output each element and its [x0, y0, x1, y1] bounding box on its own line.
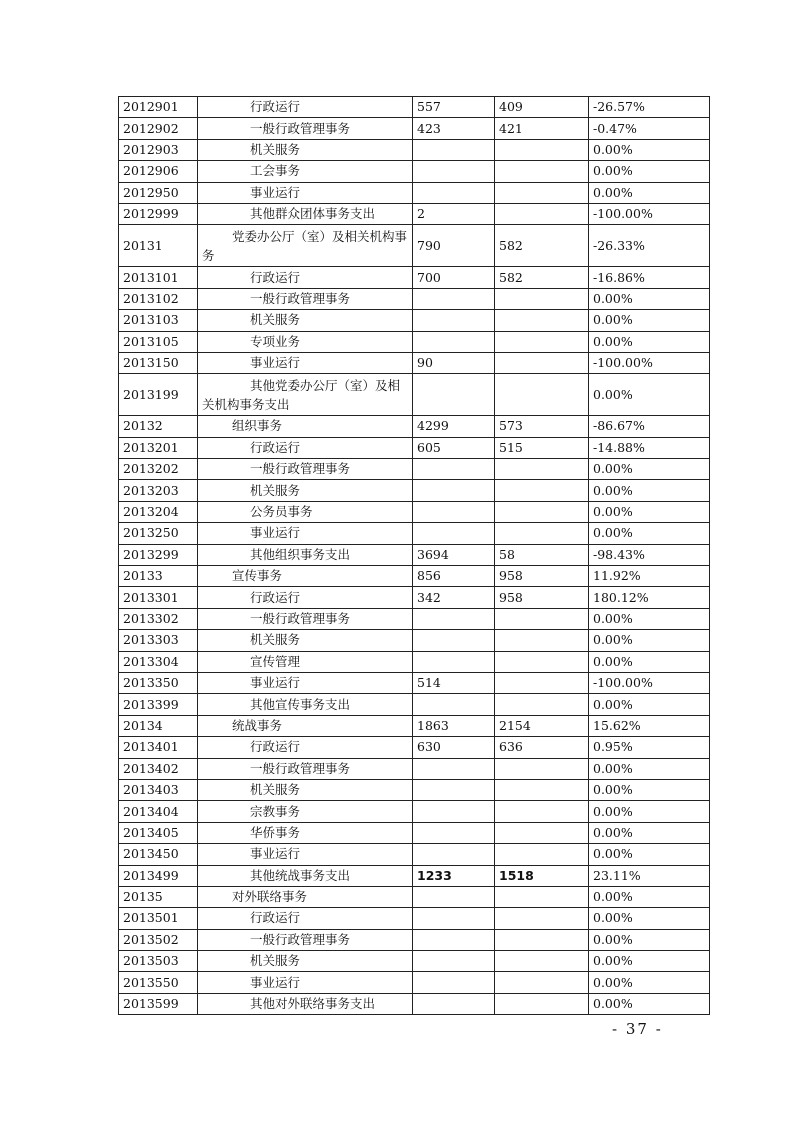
table-row [119, 97, 710, 118]
table-row [119, 651, 710, 672]
change-percent-cell: 0.00% [589, 908, 710, 929]
subject-name-text: 机关服务 [250, 141, 301, 157]
subject-name-cell [198, 737, 413, 758]
subject-name-text: 一般行政管理事务 [250, 931, 351, 947]
prior-year-amount-cell: 514 [413, 672, 495, 693]
subject-name-cell [198, 118, 413, 139]
change-percent-cell: -86.67% [589, 416, 710, 437]
current-year-amount-cell [495, 651, 589, 672]
current-year-amount-cell [495, 993, 589, 1014]
subject-name-text: 统战事务 [232, 717, 283, 733]
budget-table [118, 96, 710, 1015]
subject-name-text: 一般行政管理事务 [250, 290, 351, 306]
table-row [119, 352, 710, 373]
subject-name-cell [198, 651, 413, 672]
subject-name-text: 其他党委办公厅（室）及相关机构事务支出 [202, 377, 401, 412]
table-row [119, 139, 710, 160]
subject-name-text: 一般行政管理事务 [250, 461, 351, 477]
change-percent-cell: 0.00% [589, 844, 710, 865]
table-row [119, 225, 710, 267]
subject-code-cell: 2013250 [119, 523, 198, 544]
change-percent-cell: 0.00% [589, 459, 710, 480]
change-percent-cell: 0.00% [589, 630, 710, 651]
prior-year-amount-cell [413, 161, 495, 182]
subject-name-text: 行政运行 [250, 269, 301, 285]
change-percent-cell: 0.00% [589, 758, 710, 779]
prior-year-amount-cell: 1863 [413, 715, 495, 736]
table-row [119, 118, 710, 139]
subject-name-cell [198, 951, 413, 972]
change-percent-cell: 0.00% [589, 161, 710, 182]
subject-name-text: 事业运行 [250, 846, 301, 862]
subject-code-cell: 2013501 [119, 908, 198, 929]
table-row [119, 737, 710, 758]
table-row [119, 459, 710, 480]
subject-code-cell: 20134 [119, 715, 198, 736]
subject-name-text: 组织事务 [232, 418, 283, 434]
subject-code-cell: 2013304 [119, 651, 198, 672]
subject-name-text: 机关服务 [250, 312, 301, 328]
current-year-amount-cell: 421 [495, 118, 589, 139]
subject-name-cell [198, 929, 413, 950]
table-row [119, 331, 710, 352]
prior-year-amount-cell: 700 [413, 267, 495, 288]
prior-year-amount-cell [413, 288, 495, 309]
current-year-amount-cell [495, 523, 589, 544]
subject-name-cell [198, 331, 413, 352]
subject-code-cell: 2013199 [119, 374, 198, 416]
change-percent-cell: 0.00% [589, 993, 710, 1014]
table-row [119, 929, 710, 950]
subject-name-text: 其他对外联络事务支出 [250, 996, 376, 1012]
current-year-amount-cell [495, 139, 589, 160]
subject-name-text: 其他宣传事务支出 [250, 696, 351, 712]
subject-name-text: 机关服务 [250, 782, 301, 798]
subject-name-cell [198, 779, 413, 800]
table-row [119, 908, 710, 929]
prior-year-amount-cell [413, 694, 495, 715]
subject-name-cell [198, 501, 413, 522]
prior-year-amount-cell [413, 630, 495, 651]
subject-code-cell: 2013450 [119, 844, 198, 865]
current-year-amount-cell [495, 694, 589, 715]
table-row [119, 437, 710, 458]
subject-code-cell: 2013403 [119, 779, 198, 800]
change-percent-cell: 0.00% [589, 182, 710, 203]
prior-year-amount-cell [413, 844, 495, 865]
change-percent-cell: -16.86% [589, 267, 710, 288]
subject-code-cell: 2013402 [119, 758, 198, 779]
change-percent-cell: 15.62% [589, 715, 710, 736]
current-year-amount-cell [495, 886, 589, 907]
prior-year-amount-cell [413, 929, 495, 950]
current-year-amount-cell: 958 [495, 566, 589, 587]
prior-year-amount-cell [413, 951, 495, 972]
table-body [119, 97, 710, 1015]
subject-name-cell [198, 822, 413, 843]
prior-year-amount-cell [413, 608, 495, 629]
current-year-amount-cell [495, 801, 589, 822]
prior-year-amount-cell [413, 779, 495, 800]
prior-year-amount-cell: 342 [413, 587, 495, 608]
subject-name-text: 宗教事务 [250, 803, 301, 819]
subject-name-text: 行政运行 [250, 439, 301, 455]
change-percent-cell: 0.00% [589, 501, 710, 522]
current-year-amount-cell [495, 352, 589, 373]
current-year-amount-cell [495, 182, 589, 203]
subject-name-cell [198, 972, 413, 993]
subject-code-cell: 2013102 [119, 288, 198, 309]
current-year-amount-cell [495, 951, 589, 972]
change-percent-cell: 0.95% [589, 737, 710, 758]
current-year-amount-cell: 582 [495, 267, 589, 288]
current-year-amount-cell [495, 630, 589, 651]
change-percent-cell: 23.11% [589, 865, 710, 886]
prior-year-amount-cell [413, 480, 495, 501]
table-row [119, 694, 710, 715]
subject-code-cell: 2013350 [119, 672, 198, 693]
subject-name-text: 一般行政管理事务 [250, 120, 351, 136]
current-year-amount-cell: 573 [495, 416, 589, 437]
prior-year-amount-cell [413, 523, 495, 544]
subject-name-cell [198, 566, 413, 587]
subject-name-cell [198, 225, 413, 267]
subject-code-cell: 2013550 [119, 972, 198, 993]
table-row [119, 288, 710, 309]
subject-name-cell [198, 310, 413, 331]
prior-year-amount-cell [413, 886, 495, 907]
change-percent-cell: 0.00% [589, 331, 710, 352]
change-percent-cell: -26.33% [589, 225, 710, 267]
table-row [119, 865, 710, 886]
table-row [119, 844, 710, 865]
change-percent-cell: 0.00% [589, 480, 710, 501]
subject-name-cell [198, 480, 413, 501]
change-percent-cell: -14.88% [589, 437, 710, 458]
subject-name-cell [198, 267, 413, 288]
table-row [119, 972, 710, 993]
current-year-amount-cell [495, 374, 589, 416]
change-percent-cell: 0.00% [589, 139, 710, 160]
change-percent-cell: 0.00% [589, 310, 710, 331]
current-year-amount-cell [495, 288, 589, 309]
prior-year-amount-cell: 1233 [413, 865, 495, 886]
subject-name-cell [198, 437, 413, 458]
change-percent-cell: 0.00% [589, 779, 710, 800]
table-row [119, 182, 710, 203]
prior-year-amount-cell [413, 374, 495, 416]
prior-year-amount-cell: 4299 [413, 416, 495, 437]
subject-name-cell [198, 416, 413, 437]
prior-year-amount-cell [413, 501, 495, 522]
change-percent-cell: 0.00% [589, 929, 710, 950]
table-row [119, 886, 710, 907]
subject-name-text: 党委办公厅（室）及相关机构事务 [202, 228, 408, 263]
subject-name-cell [198, 844, 413, 865]
current-year-amount-cell [495, 844, 589, 865]
current-year-amount-cell: 409 [495, 97, 589, 118]
subject-name-text: 事业运行 [250, 355, 301, 371]
subject-name-cell [198, 182, 413, 203]
table-row [119, 310, 710, 331]
prior-year-amount-cell [413, 972, 495, 993]
subject-name-cell [198, 139, 413, 160]
prior-year-amount-cell [413, 993, 495, 1014]
prior-year-amount-cell: 90 [413, 352, 495, 373]
table-row [119, 672, 710, 693]
change-percent-cell: -100.00% [589, 352, 710, 373]
subject-name-cell [198, 203, 413, 224]
subject-name-cell [198, 758, 413, 779]
subject-code-cell: 2012999 [119, 203, 198, 224]
table-row [119, 374, 710, 416]
subject-name-cell [198, 523, 413, 544]
current-year-amount-cell: 515 [495, 437, 589, 458]
subject-name-text: 事业运行 [250, 184, 301, 200]
change-percent-cell: 180.12% [589, 587, 710, 608]
subject-name-cell [198, 993, 413, 1014]
subject-name-text: 事业运行 [250, 525, 301, 541]
subject-name-text: 行政运行 [250, 589, 301, 605]
subject-code-cell: 2013303 [119, 630, 198, 651]
table-row [119, 951, 710, 972]
subject-name-text: 宣传事务 [232, 568, 283, 584]
current-year-amount-cell [495, 501, 589, 522]
change-percent-cell: 11.92% [589, 566, 710, 587]
table-row [119, 630, 710, 651]
current-year-amount-cell [495, 459, 589, 480]
prior-year-amount-cell: 856 [413, 566, 495, 587]
current-year-amount-cell: 2154 [495, 715, 589, 736]
prior-year-amount-cell: 790 [413, 225, 495, 267]
prior-year-amount-cell [413, 459, 495, 480]
subject-name-text: 对外联络事务 [232, 889, 308, 905]
current-year-amount-cell: 582 [495, 225, 589, 267]
subject-code-cell: 2013399 [119, 694, 198, 715]
subject-name-cell [198, 715, 413, 736]
current-year-amount-cell [495, 908, 589, 929]
table-row [119, 993, 710, 1014]
subject-name-text: 行政运行 [250, 739, 301, 755]
subject-code-cell: 2013405 [119, 822, 198, 843]
page-number: - 37 - [612, 1020, 663, 1038]
change-percent-cell: 0.00% [589, 608, 710, 629]
table-row [119, 587, 710, 608]
current-year-amount-cell [495, 310, 589, 331]
change-percent-cell: 0.00% [589, 288, 710, 309]
prior-year-amount-cell: 423 [413, 118, 495, 139]
prior-year-amount-cell: 557 [413, 97, 495, 118]
current-year-amount-cell [495, 972, 589, 993]
subject-code-cell: 2012903 [119, 139, 198, 160]
change-percent-cell: -26.57% [589, 97, 710, 118]
change-percent-cell: 0.00% [589, 951, 710, 972]
subject-name-text: 事业运行 [250, 675, 301, 691]
subject-code-cell: 2013301 [119, 587, 198, 608]
prior-year-amount-cell: 630 [413, 737, 495, 758]
subject-name-cell [198, 865, 413, 886]
subject-code-cell: 2013204 [119, 501, 198, 522]
table-row [119, 779, 710, 800]
subject-code-cell: 2013103 [119, 310, 198, 331]
subject-code-cell: 2013150 [119, 352, 198, 373]
table-row [119, 608, 710, 629]
table-row [119, 566, 710, 587]
subject-name-text: 工会事务 [250, 163, 301, 179]
table-row [119, 480, 710, 501]
current-year-amount-cell [495, 672, 589, 693]
current-year-amount-cell [495, 822, 589, 843]
table-row [119, 161, 710, 182]
table-row [119, 523, 710, 544]
prior-year-amount-cell [413, 331, 495, 352]
subject-name-cell [198, 908, 413, 929]
change-percent-cell: -98.43% [589, 544, 710, 565]
prior-year-amount-cell: 605 [413, 437, 495, 458]
subject-name-cell [198, 694, 413, 715]
change-percent-cell: 0.00% [589, 822, 710, 843]
subject-name-text: 宣传管理 [250, 653, 301, 669]
prior-year-amount-cell [413, 139, 495, 160]
subject-code-cell: 20135 [119, 886, 198, 907]
subject-code-cell: 2013101 [119, 267, 198, 288]
change-percent-cell: -0.47% [589, 118, 710, 139]
subject-name-cell [198, 886, 413, 907]
current-year-amount-cell [495, 608, 589, 629]
subject-code-cell: 2013201 [119, 437, 198, 458]
change-percent-cell: 0.00% [589, 801, 710, 822]
prior-year-amount-cell [413, 758, 495, 779]
subject-code-cell: 2013502 [119, 929, 198, 950]
change-percent-cell: 0.00% [589, 523, 710, 544]
change-percent-cell: 0.00% [589, 886, 710, 907]
subject-code-cell: 2013202 [119, 459, 198, 480]
table-row [119, 501, 710, 522]
subject-name-cell [198, 544, 413, 565]
subject-name-text: 其他统战事务支出 [250, 867, 351, 883]
subject-code-cell: 20132 [119, 416, 198, 437]
subject-name-cell [198, 97, 413, 118]
subject-name-text: 公务员事务 [250, 504, 313, 520]
subject-name-text: 事业运行 [250, 974, 301, 990]
current-year-amount-cell [495, 480, 589, 501]
subject-name-cell [198, 459, 413, 480]
subject-name-text: 机关服务 [250, 953, 301, 969]
table-row [119, 267, 710, 288]
prior-year-amount-cell [413, 651, 495, 672]
subject-name-text: 机关服务 [250, 632, 301, 648]
subject-code-cell: 2012906 [119, 161, 198, 182]
current-year-amount-cell [495, 161, 589, 182]
subject-name-cell [198, 288, 413, 309]
table-row [119, 758, 710, 779]
subject-name-text: 其他组织事务支出 [250, 546, 351, 562]
subject-code-cell: 2013499 [119, 865, 198, 886]
current-year-amount-cell [495, 929, 589, 950]
subject-name-cell [198, 630, 413, 651]
subject-name-text: 一般行政管理事务 [250, 611, 351, 626]
table-row [119, 544, 710, 565]
change-percent-cell: -100.00% [589, 203, 710, 224]
subject-name-text: 机关服务 [250, 482, 301, 498]
table-row [119, 801, 710, 822]
subject-name-cell [198, 352, 413, 373]
subject-code-cell: 2013299 [119, 544, 198, 565]
prior-year-amount-cell [413, 908, 495, 929]
change-percent-cell: 0.00% [589, 651, 710, 672]
subject-code-cell: 2013503 [119, 951, 198, 972]
current-year-amount-cell [495, 331, 589, 352]
current-year-amount-cell: 58 [495, 544, 589, 565]
table-row [119, 203, 710, 224]
change-percent-cell: 0.00% [589, 972, 710, 993]
subject-name-cell [198, 672, 413, 693]
subject-code-cell: 2013599 [119, 993, 198, 1014]
subject-name-cell [198, 801, 413, 822]
change-percent-cell: 0.00% [589, 374, 710, 416]
subject-code-cell: 2013302 [119, 608, 198, 629]
subject-code-cell: 20131 [119, 225, 198, 267]
subject-name-text: 华侨事务 [250, 824, 301, 840]
subject-name-text: 一般行政管理事务 [250, 760, 351, 776]
subject-code-cell: 2013404 [119, 801, 198, 822]
current-year-amount-cell: 1518 [495, 865, 589, 886]
table-row [119, 822, 710, 843]
subject-code-cell: 2013203 [119, 480, 198, 501]
subject-name-cell [198, 608, 413, 629]
current-year-amount-cell [495, 203, 589, 224]
current-year-amount-cell [495, 758, 589, 779]
change-percent-cell: 0.00% [589, 694, 710, 715]
table-row [119, 715, 710, 736]
prior-year-amount-cell [413, 310, 495, 331]
subject-code-cell: 2012902 [119, 118, 198, 139]
subject-code-cell: 2012901 [119, 97, 198, 118]
prior-year-amount-cell: 3694 [413, 544, 495, 565]
prior-year-amount-cell [413, 182, 495, 203]
subject-name-cell [198, 161, 413, 182]
prior-year-amount-cell [413, 801, 495, 822]
subject-name-text: 专项业务 [250, 333, 301, 349]
current-year-amount-cell: 958 [495, 587, 589, 608]
subject-code-cell: 2013105 [119, 331, 198, 352]
current-year-amount-cell [495, 779, 589, 800]
subject-code-cell: 2012950 [119, 182, 198, 203]
subject-code-cell: 2013401 [119, 737, 198, 758]
subject-name-cell [198, 374, 413, 416]
subject-code-cell: 20133 [119, 566, 198, 587]
prior-year-amount-cell [413, 822, 495, 843]
current-year-amount-cell: 636 [495, 737, 589, 758]
subject-name-text: 行政运行 [250, 99, 301, 115]
prior-year-amount-cell: 2 [413, 203, 495, 224]
change-percent-cell: -100.00% [589, 672, 710, 693]
table-row [119, 416, 710, 437]
subject-name-cell [198, 587, 413, 608]
subject-name-text: 行政运行 [250, 910, 301, 926]
subject-name-text: 其他群众团体事务支出 [250, 206, 376, 222]
